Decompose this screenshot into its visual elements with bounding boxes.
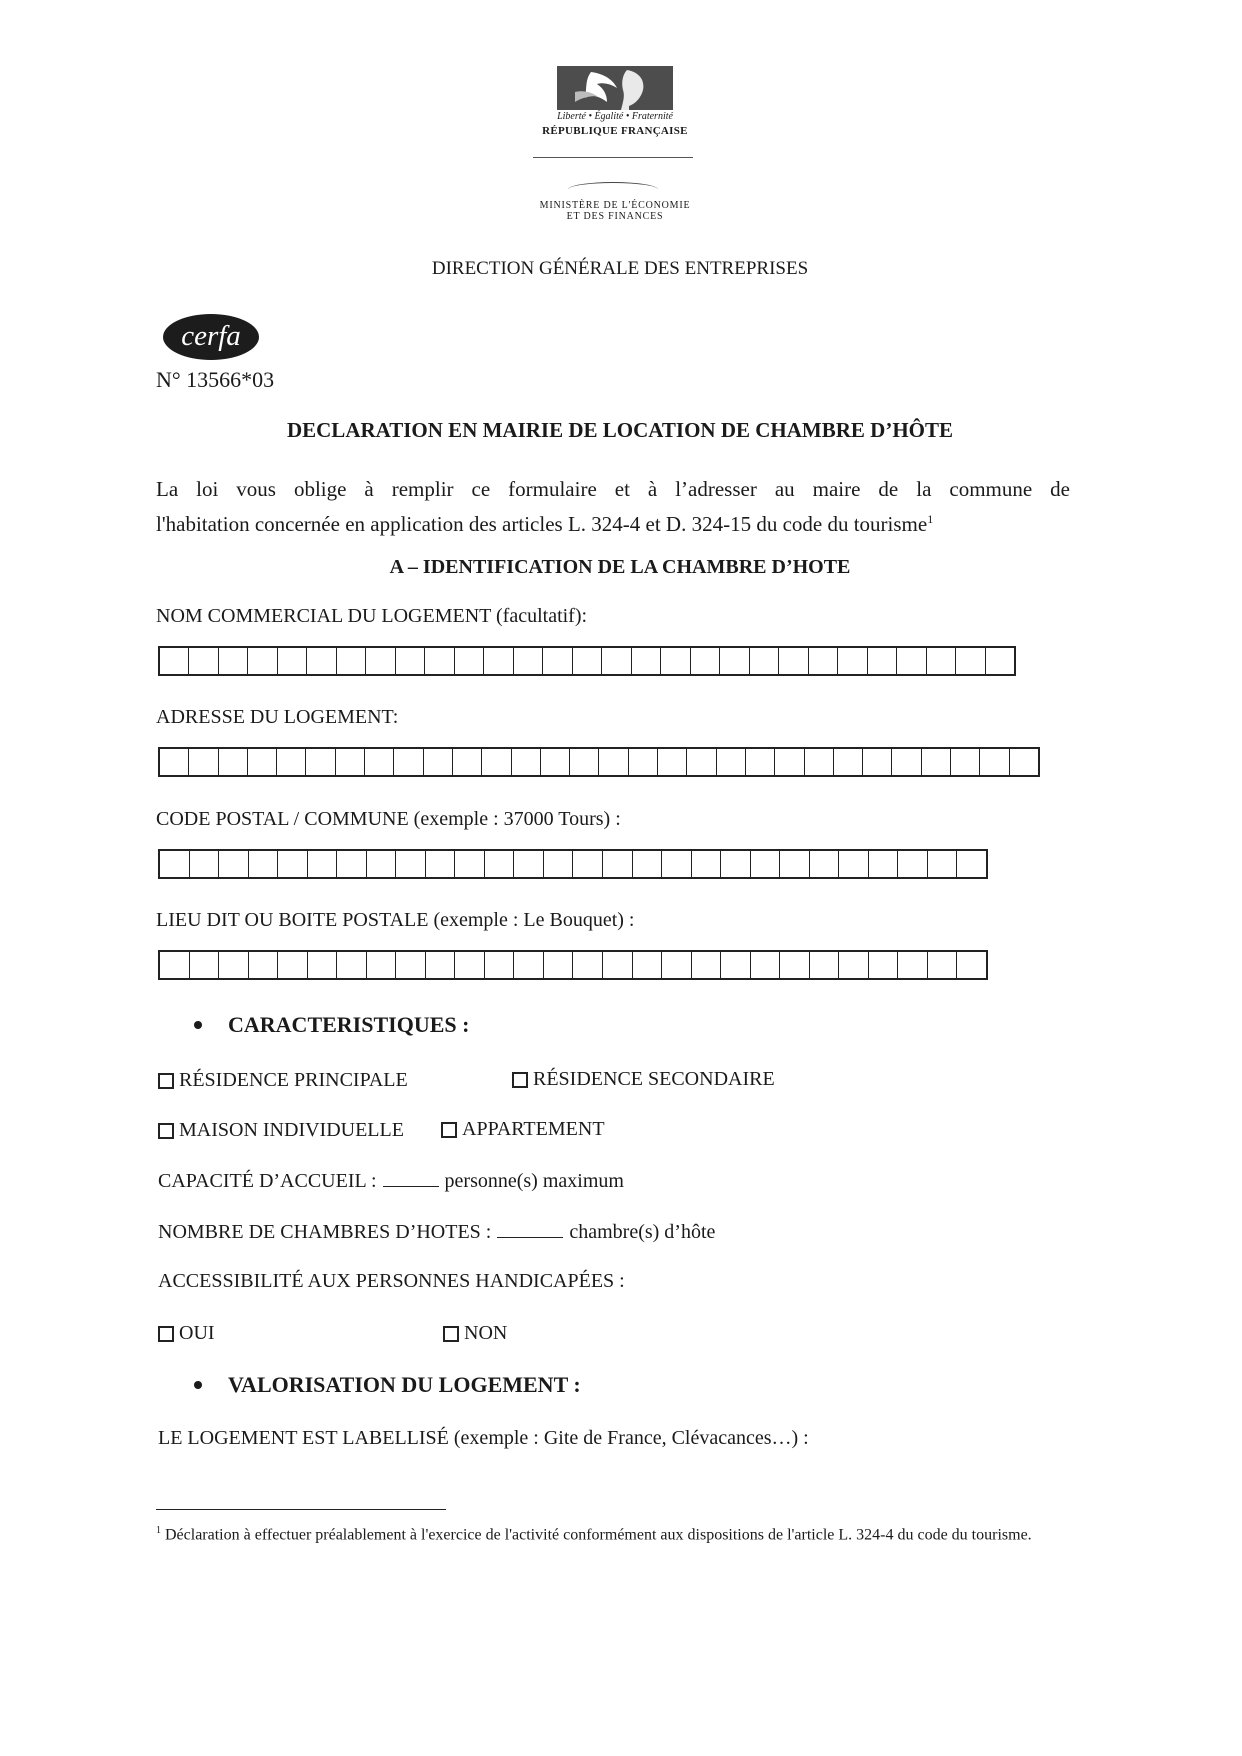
cerfa-logo: cerfa — [163, 314, 259, 360]
valorisation-heading — [194, 1372, 581, 1398]
character-box[interactable] — [277, 749, 306, 775]
character-box[interactable] — [922, 749, 951, 775]
character-box[interactable] — [599, 749, 628, 775]
character-box[interactable] — [160, 648, 189, 674]
character-box[interactable] — [248, 749, 277, 775]
capacite-row — [158, 1168, 624, 1193]
field-label-lieu-dit: LIEU DIT OU BOITE POSTALE (exemple : Le Bouquet) : — [156, 909, 635, 931]
character-box[interactable] — [751, 952, 781, 978]
character-box[interactable] — [308, 952, 338, 978]
character-box[interactable] — [394, 749, 423, 775]
character-box[interactable] — [603, 952, 633, 978]
code-postal-input[interactable] — [158, 849, 988, 879]
section-a-title: A – IDENTIFICATION DE LA CHAMBRE D’HOTE — [389, 556, 851, 578]
character-box[interactable] — [278, 648, 307, 674]
character-box[interactable] — [692, 952, 722, 978]
character-box[interactable] — [691, 648, 720, 674]
character-box[interactable] — [780, 952, 810, 978]
character-box[interactable] — [661, 648, 690, 674]
character-box[interactable] — [249, 952, 279, 978]
character-box[interactable] — [306, 749, 335, 775]
character-box[interactable] — [189, 648, 218, 674]
character-box[interactable] — [898, 952, 928, 978]
field-label-nom-commercial: NOM COMMERCIAL DU LOGEMENT (facultatif): — [156, 605, 588, 627]
character-box[interactable] — [337, 648, 366, 674]
character-box[interactable] — [956, 648, 985, 674]
maison-individuelle-option[interactable] — [158, 1119, 404, 1142]
cerfa-number: N° 13566*03 — [156, 367, 275, 392]
character-box[interactable] — [717, 749, 746, 775]
character-box[interactable] — [780, 851, 810, 877]
character-box[interactable] — [632, 648, 661, 674]
character-box[interactable] — [485, 851, 515, 877]
checkbox-icon[interactable] — [441, 1122, 457, 1138]
character-box[interactable] — [720, 648, 749, 674]
residence-principale-option[interactable] — [158, 1069, 408, 1092]
character-box[interactable] — [834, 749, 863, 775]
labellise-label: LE LOGEMENT EST LABELLISÉ (exemple : Gite de France, Clévacances…) : — [158, 1427, 809, 1449]
residence-principale-label: RÉSIDENCE PRINCIPALE — [179, 1069, 408, 1091]
checkbox-icon[interactable] — [158, 1326, 174, 1342]
character-box[interactable] — [190, 851, 220, 877]
footnote-text: Déclaration à effectuer préalablement à l'exercice de l'activité conformément aux dispositions de l'article L. 324-4 du code du tourisme. — [165, 1526, 1032, 1544]
character-box[interactable] — [629, 749, 658, 775]
character-box[interactable] — [869, 952, 899, 978]
marianne-icon — [557, 66, 673, 110]
character-box[interactable] — [869, 851, 899, 877]
character-box[interactable] — [573, 648, 602, 674]
character-box[interactable] — [721, 851, 751, 877]
character-box[interactable] — [482, 749, 511, 775]
character-box[interactable] — [898, 851, 928, 877]
republic-motto: Liberté • Égalité • Fraternité — [557, 111, 673, 122]
appartement-option[interactable] — [441, 1118, 605, 1141]
character-box[interactable] — [957, 851, 986, 877]
character-box[interactable] — [951, 749, 980, 775]
non-option[interactable] — [443, 1322, 507, 1345]
character-box[interactable] — [897, 648, 926, 674]
oui-option[interactable] — [158, 1322, 215, 1345]
ministry-name — [520, 200, 710, 222]
character-box[interactable] — [453, 749, 482, 775]
intro-line-2-text: l'habitation concernée en application des articles L. 324-4 et D. 324-15 du code du tourisme — [156, 512, 928, 536]
checkbox-icon[interactable] — [158, 1073, 174, 1089]
capacite-suffix: personne(s) maximum — [444, 1170, 624, 1192]
character-box[interactable] — [662, 851, 692, 877]
character-box[interactable] — [307, 648, 336, 674]
character-box[interactable] — [484, 648, 513, 674]
chambres-label: NOMBRE DE CHAMBRES D’HOTES : — [158, 1221, 492, 1243]
maison-individuelle-label: MAISON INDIVIDUELLE — [179, 1119, 404, 1141]
character-box[interactable] — [190, 952, 220, 978]
nom-commercial-input[interactable] — [158, 646, 1016, 676]
footnote-number: 1 — [156, 1525, 161, 1536]
character-box[interactable] — [426, 952, 456, 978]
header-divider — [533, 157, 693, 158]
character-box[interactable] — [512, 749, 541, 775]
character-box[interactable] — [573, 851, 603, 877]
capacite-input[interactable] — [383, 1168, 439, 1187]
footnote — [156, 1519, 1070, 1547]
character-box[interactable] — [544, 851, 574, 877]
field-label-code-postal: CODE POSTAL / COMMUNE (exemple : 37000 Tours) : — [156, 808, 621, 830]
character-box[interactable] — [160, 749, 189, 775]
character-box[interactable] — [543, 648, 572, 674]
character-box[interactable] — [838, 648, 867, 674]
character-box[interactable] — [721, 952, 751, 978]
character-box[interactable] — [928, 851, 958, 877]
character-box[interactable] — [514, 952, 544, 978]
character-box[interactable] — [928, 952, 958, 978]
character-box[interactable] — [337, 952, 367, 978]
ministry-line-2: ET DES FINANCES — [566, 211, 664, 222]
capacite-label: CAPACITÉ D’ACCUEIL : — [158, 1170, 377, 1192]
bullet-icon — [194, 1021, 202, 1029]
character-box[interactable] — [541, 749, 570, 775]
character-box[interactable] — [366, 648, 395, 674]
character-box[interactable] — [308, 851, 338, 877]
caracteristiques-heading — [194, 1012, 469, 1038]
character-box[interactable] — [248, 648, 277, 674]
character-box[interactable] — [160, 851, 190, 877]
character-box[interactable] — [219, 749, 248, 775]
character-box[interactable] — [986, 648, 1014, 674]
footnote-divider — [156, 1509, 446, 1510]
character-box[interactable] — [219, 851, 249, 877]
oui-label: OUI — [179, 1322, 215, 1344]
valorisation-heading-text: VALORISATION DU LOGEMENT : — [228, 1372, 581, 1397]
checkbox-icon[interactable] — [443, 1326, 459, 1342]
character-box[interactable] — [573, 952, 603, 978]
character-box[interactable] — [687, 749, 716, 775]
character-box[interactable] — [160, 952, 190, 978]
character-box[interactable] — [692, 851, 722, 877]
character-box[interactable] — [455, 648, 484, 674]
residence-secondaire-option[interactable] — [512, 1068, 775, 1091]
character-box[interactable] — [658, 749, 687, 775]
character-box[interactable] — [514, 851, 544, 877]
character-box[interactable] — [927, 648, 956, 674]
character-box[interactable] — [810, 851, 840, 877]
appartement-label: APPARTEMENT — [462, 1118, 605, 1140]
republic-name: RÉPUBLIQUE FRANÇAISE — [542, 125, 688, 137]
field-label-adresse: ADRESSE DU LOGEMENT: — [156, 706, 399, 728]
character-box[interactable] — [980, 749, 1009, 775]
character-box[interactable] — [868, 648, 897, 674]
document-title: DECLARATION EN MAIRIE DE LOCATION DE CHAMBRE D’HÔTE — [286, 418, 954, 442]
character-box[interactable] — [779, 648, 808, 674]
character-box[interactable] — [219, 648, 248, 674]
character-box[interactable] — [367, 952, 397, 978]
intro-line-1: La loi vous oblige à remplir ce formulaire et à l’adresser au maire de la commune de — [156, 477, 1070, 501]
accessibilite-label: ACCESSIBILITÉ AUX PERSONNES HANDICAPÉES : — [158, 1270, 625, 1292]
checkbox-icon[interactable] — [512, 1072, 528, 1088]
character-box[interactable] — [892, 749, 921, 775]
bullet-icon — [194, 1381, 202, 1389]
non-label: NON — [464, 1322, 508, 1344]
character-box[interactable] — [633, 952, 663, 978]
adresse-input[interactable] — [158, 747, 1040, 777]
character-box[interactable] — [455, 851, 485, 877]
character-box[interactable] — [544, 952, 574, 978]
character-box[interactable] — [514, 648, 543, 674]
character-box[interactable] — [424, 749, 453, 775]
checkbox-icon[interactable] — [158, 1123, 174, 1139]
character-box[interactable] — [746, 749, 775, 775]
character-box[interactable] — [219, 952, 249, 978]
chambres-input[interactable] — [497, 1219, 563, 1238]
character-box[interactable] — [425, 648, 454, 674]
character-box[interactable] — [839, 952, 869, 978]
character-box[interactable] — [278, 952, 308, 978]
character-box[interactable] — [337, 851, 367, 877]
character-box[interactable] — [775, 749, 804, 775]
character-box[interactable] — [396, 648, 425, 674]
residence-secondaire-label: RÉSIDENCE SECONDAIRE — [533, 1068, 775, 1090]
lieu-dit-input[interactable] — [158, 950, 988, 980]
marianne-logo — [557, 66, 673, 110]
character-box[interactable] — [365, 749, 394, 775]
character-box[interactable] — [751, 851, 781, 877]
character-box[interactable] — [863, 749, 892, 775]
character-box[interactable] — [189, 749, 218, 775]
character-box[interactable] — [249, 851, 279, 877]
chambres-row — [158, 1219, 715, 1244]
character-box[interactable] — [278, 851, 308, 877]
ministry-line-1: MINISTÈRE DE L'ÉCONOMIE — [539, 200, 691, 211]
character-box[interactable] — [396, 952, 426, 978]
character-box[interactable] — [570, 749, 599, 775]
character-box[interactable] — [957, 952, 986, 978]
character-box[interactable] — [809, 648, 838, 674]
character-box[interactable] — [839, 851, 869, 877]
character-box[interactable] — [602, 648, 631, 674]
character-box[interactable] — [426, 851, 456, 877]
ministry-emblem — [568, 182, 658, 197]
character-box[interactable] — [603, 851, 633, 877]
character-box[interactable] — [1010, 749, 1038, 775]
intro-line-2 — [156, 504, 933, 539]
direction-title: DIRECTION GÉNÉRALE DES ENTREPRISES — [431, 258, 809, 279]
character-box[interactable] — [805, 749, 834, 775]
chambres-suffix: chambre(s) d’hôte — [569, 1221, 716, 1243]
character-box[interactable] — [336, 749, 365, 775]
character-box[interactable] — [750, 648, 779, 674]
character-box[interactable] — [485, 952, 515, 978]
character-box[interactable] — [633, 851, 663, 877]
character-box[interactable] — [455, 952, 485, 978]
caracteristiques-heading-text: CARACTERISTIQUES : — [228, 1012, 470, 1037]
character-box[interactable] — [396, 851, 426, 877]
character-box[interactable] — [810, 952, 840, 978]
footnote-ref: 1 — [927, 512, 934, 526]
character-box[interactable] — [367, 851, 397, 877]
character-box[interactable] — [662, 952, 692, 978]
